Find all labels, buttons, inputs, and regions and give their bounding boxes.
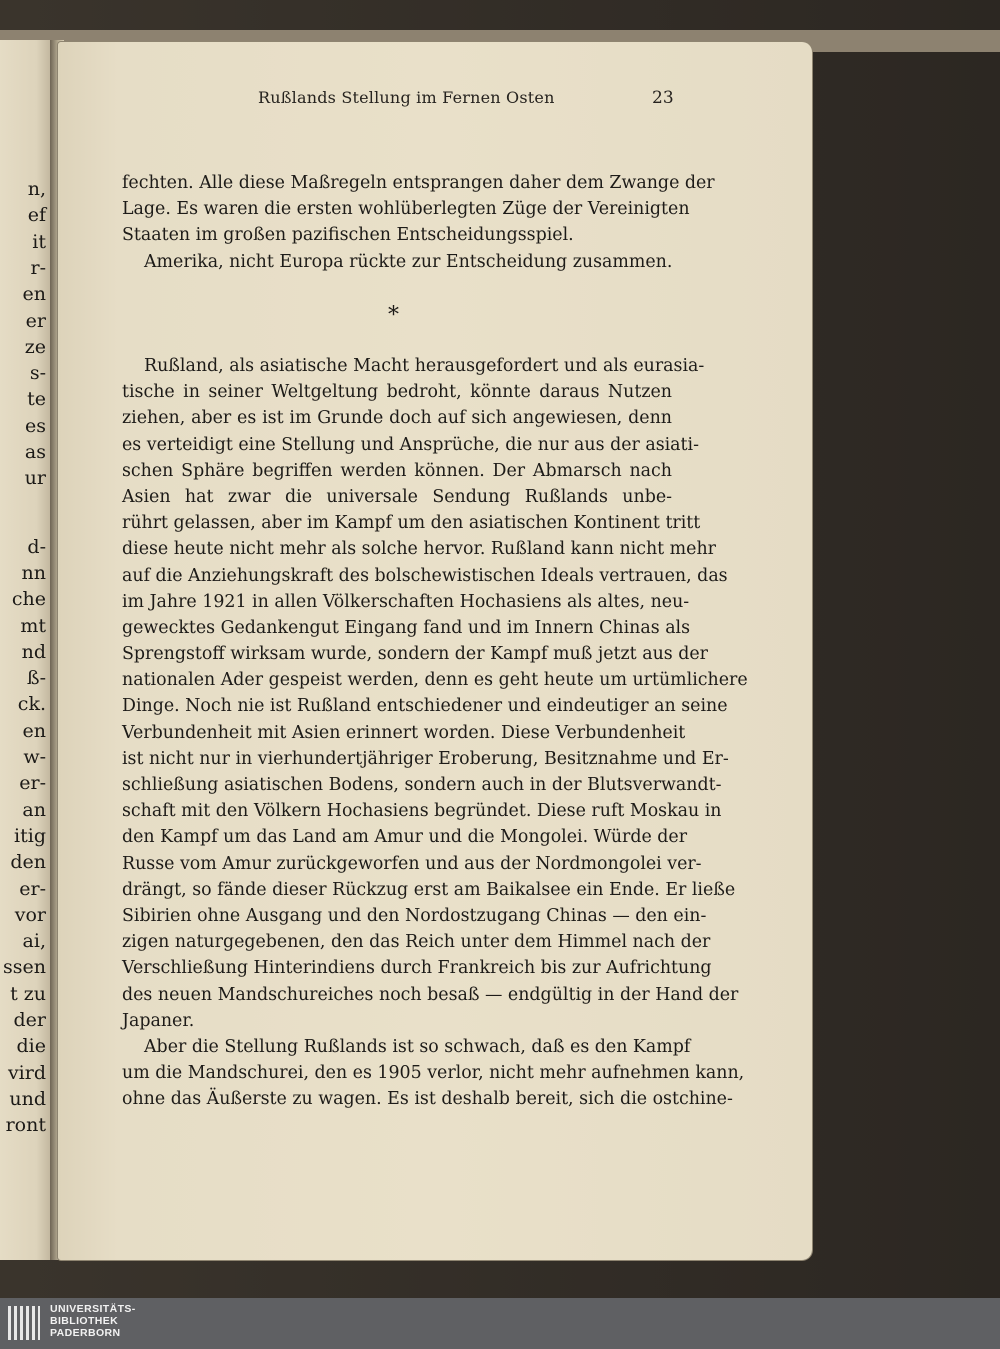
left-page-fragment: er (25, 309, 46, 332)
left-page-fragment: as (24, 441, 46, 463)
left-page-fragment: it (32, 230, 46, 253)
left-page-fragment: den (10, 851, 46, 874)
text-line: um die Mandschurei, den es 1905 verlor, nicht mehr aufnehmen kann, (122, 1063, 745, 1084)
text-line: Aber die Stellung Rußlands ist so schwach, daß es den Kampf (144, 1036, 691, 1057)
left-page-fragment: en (22, 719, 46, 742)
left-page-fragment: itig (14, 824, 46, 847)
text-line: Dinge. Noch nie ist Rußland entschiedener und eindeutiger an seine (122, 696, 728, 717)
left-page-fragment: ze (24, 335, 46, 358)
left-page-fragment: nd (21, 640, 46, 663)
left-page-fragment: w- (23, 746, 46, 768)
text-line: ziehen, aber es ist im Grunde doch auf sich angewiesen, denn (122, 408, 672, 429)
left-page-fragment: er- (19, 772, 46, 795)
library-logo-text (50, 1303, 136, 1339)
text-line: gewecktes Gedankengut Eingang fand und im Innern Chinas als (122, 617, 691, 638)
logo-line: PADERBORN (50, 1327, 121, 1339)
body-text (122, 170, 715, 275)
left-page-fragment: vor (14, 903, 46, 926)
text-line: im Jahre 1921 in allen Völkerschaften Hochasiens als altes, neu- (122, 591, 690, 612)
left-page-fragment: an (22, 798, 46, 821)
left-page-fragment: er- (19, 877, 46, 900)
left-page-fragment: vird (7, 1061, 46, 1084)
text-line: nationalen Ader gespeist werden, denn es geht heute um urtümlichere (122, 670, 748, 691)
left-page-fragment: ck. (17, 693, 46, 716)
left-page-fragment: und (9, 1087, 46, 1110)
library-footer (0, 1298, 1000, 1349)
text-line: Verschließung Hinterindiens durch Frankreich bis zur Aufrichtung (122, 958, 712, 979)
text-line: schen Sphäre begriffen werden können. Der Abmarsch nach (122, 460, 672, 481)
text-line: Rußland, als asiatische Macht herausgefordert und als eurasia- (144, 356, 705, 376)
body-text-main (122, 353, 748, 1112)
left-page-fragment: r- (30, 256, 46, 279)
text-line: diese heute nicht mehr als solche hervor. Rußland kann nicht mehr (122, 539, 716, 560)
left-page-fragment: d- (27, 535, 46, 558)
text-line: drängt, so fände dieser Rückzug erst am Baikalsee ein Ende. Er ließe (122, 879, 736, 900)
left-page-edge (0, 40, 52, 1260)
left-page-fragment: ssen (3, 956, 46, 979)
left-page-fragment: die (16, 1035, 46, 1058)
text-line: Asien hat zwar die universale Sendung Rußlands unbe- (122, 486, 672, 507)
left-page-fragment: ront (5, 1114, 46, 1137)
left-page-fragment: s- (29, 362, 46, 385)
left-page-fragment: nn (21, 561, 46, 584)
text-line: Sprengstoff wirksam wurde, sondern der Kampf muß jetzt aus der (122, 644, 708, 665)
section-separator: * (388, 303, 399, 328)
left-page-fragment: ai, (22, 930, 46, 953)
library-logo-icon (8, 1306, 40, 1340)
text-line: tische in seiner Weltgeltung bedroht, könnte daraus Nutzen (122, 382, 672, 403)
text-line: des neuen Mandschureiches noch besaß — endgültig in der Hand der (122, 984, 739, 1005)
left-page-fragment: es (25, 414, 46, 437)
left-page-fragment: der (13, 1009, 46, 1031)
text-line: zigen naturgegebenen, den das Reich unter dem Himmel nach der (122, 932, 711, 953)
left-page-fragment: ef (27, 204, 46, 227)
text-line: fechten. Alle diese Maßregeln entsprangen daher dem Zwange der (122, 173, 715, 193)
text-line: Japaner. (122, 1010, 195, 1031)
text-line: es verteidigt eine Stellung und Ansprüche, die nur aus der asiati- (122, 434, 699, 455)
text-line: Russe vom Amur zurückgeworfen und aus der Nordmongolei ver- (122, 853, 702, 874)
text-line: ohne das Äußerste zu wagen. Es ist deshalb bereit, sich die ostchine- (122, 1089, 733, 1110)
left-page-fragment: en (22, 283, 46, 306)
logo-line: BIBLIOTHEK (50, 1315, 119, 1327)
page-number: 23 (652, 88, 674, 108)
text-line: schaft mit den Völkern Hochasiens begründet. Diese ruft Moskau in (122, 801, 722, 822)
text-line: Amerika, nicht Europa rückte zur Entscheidung zusammen. (144, 251, 673, 272)
text-line: schließung asiatischen Bodens, sondern auch in der Blutsverwandt- (122, 775, 722, 795)
text-line: den Kampf um das Land am Amur und die Mongolei. Würde der (122, 827, 688, 848)
text-line: rührt gelassen, aber im Kampf um den asiatischen Kontinent tritt (122, 513, 701, 534)
left-page-fragment: te (27, 388, 46, 411)
text-line: Verbundenheit mit Asien erinnert worden. Diese Verbundenheit (122, 722, 686, 743)
text-line: Sibirien ohne Ausgang und den Nordostzugang Chinas — den ein- (122, 905, 707, 926)
left-page-fragment: ur (24, 467, 46, 490)
running-title: Rußlands Stellung im Fernen Osten (258, 88, 555, 107)
left-page-fragment: mt (20, 614, 46, 637)
left-page-fragment: t zu (10, 982, 46, 1005)
logo-line: UNIVERSITÄTS- (50, 1303, 136, 1315)
left-page-fragment: n, (27, 178, 46, 200)
text-line: auf die Anziehungskraft des bolschewistischen Ideals vertrauen, das (122, 565, 728, 586)
text-line: Lage. Es waren die ersten wohlüberlegten Züge der Vereinigten (122, 199, 690, 220)
text-line: Staaten im großen pazifischen Entscheidungsspiel. (122, 225, 574, 246)
text-line: ist nicht nur in vierhundertjähriger Eroberung, Besitznahme und Er- (122, 748, 729, 769)
left-page-fragment: che (11, 588, 46, 611)
left-page-fragment: ß- (26, 667, 46, 690)
